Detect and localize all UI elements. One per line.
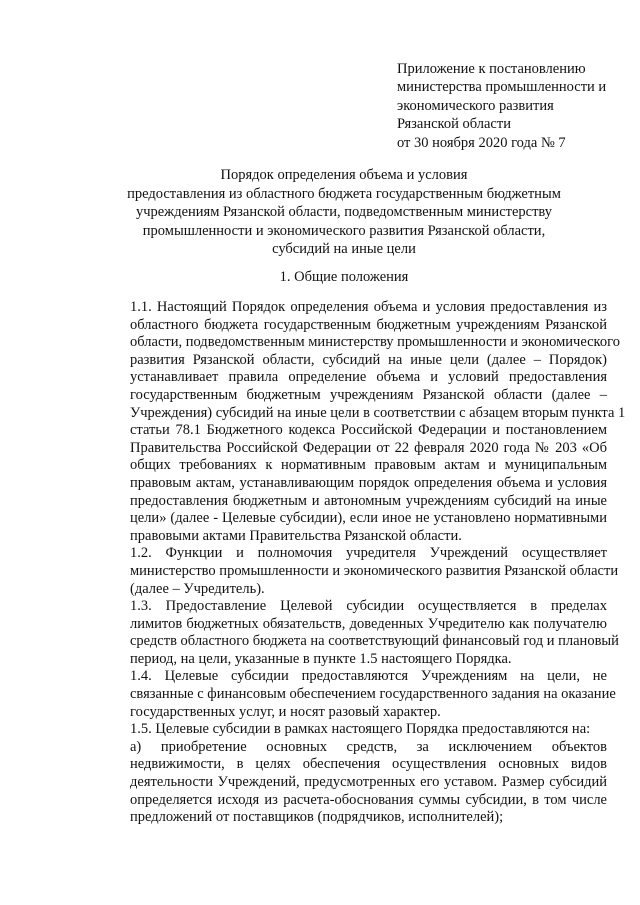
annex-line: министерства промышленности и (397, 79, 607, 96)
document-title (94, 166, 594, 259)
document-body (94, 299, 626, 827)
text-line: областного бюджета государственным бюджетным учреждениям Рязанской (130, 316, 607, 333)
text-line: цели» (далее - Целевые субсидии), если иное не установлено нормативными (130, 510, 607, 527)
title-line: предоставления из областного бюджета государственным бюджетным (127, 185, 561, 202)
text-line: государственным бюджетным учреждениям Рязанской области (далее – (130, 386, 607, 403)
text-line: (далее – Учредитель). (130, 580, 265, 597)
paragraph-item-a (94, 739, 607, 827)
text-line: лимитов бюджетных обязательств, доведенных Учредителю как получателю (130, 615, 607, 632)
text-line: Правительства Российской Федерации от 22 февраля 2020 года № 203 «Об (130, 439, 607, 456)
title-line: субсидий на иные цели (272, 241, 416, 257)
text-line: средств областного бюджета на соответствующий финансовый год и плановый (130, 633, 619, 650)
text-line: 1.1. Настоящий Порядок определения объема и условия предоставления из (130, 299, 607, 315)
paragraph-1-4 (94, 668, 616, 721)
text-line: 1.4. Целевые субсидии предоставляются Учреждениям на цели, не (130, 668, 607, 685)
text-line: связанные с финансовым обеспечением государственного задания на оказание (130, 686, 616, 703)
title-line: учреждениям Рязанской области, подведомственным министерству (135, 204, 553, 220)
text-line: 1.5. Целевые субсидии в рамках настоящего Порядка предоставляются на: (130, 721, 591, 738)
annex-block (397, 60, 632, 152)
text-line: развития Рязанской области, субсидий на иные цели (далее – Порядок) (130, 351, 607, 368)
text-line: Учреждения) субсидий на иные цели в соответствии с абзацем вторым пункта 1 (130, 404, 626, 421)
text-line: общих требованиях к нормативным правовым актам и муниципальным (130, 457, 607, 474)
annex-line: экономического развития (397, 97, 554, 114)
text-line: период, на цели, указанные в пункте 1.5 настоящего Порядка. (130, 650, 512, 667)
text-line: министерство промышленности и экономического развития Рязанской области (130, 562, 619, 579)
title-line: промышленности и экономического развития Рязанской области, (142, 222, 546, 239)
text-line: правовым актам, устанавливающим порядок определения объема и условия (130, 474, 607, 491)
annex-line: Приложение к постановлению (397, 61, 586, 77)
text-line: а) приобретение основных средств, за исключением объектов (130, 738, 607, 755)
paragraph-1-3 (94, 598, 619, 668)
paragraph-1-5 (94, 721, 607, 739)
text-line: деятельности Учреждений, предусмотренных его уставом. Размер субсидий (130, 774, 607, 791)
paragraph-1-2 (94, 545, 619, 598)
text-line: правовыми актами Правительства Рязанской области. (130, 527, 462, 544)
text-line: недвижимости, в целях обеспечения осуществления основных видов (130, 756, 607, 773)
text-line: области, подведомственным министерству промышленности и экономического (130, 334, 620, 351)
paragraph-1-1 (94, 299, 626, 545)
text-line: устанавливает правила определение объема и условий предоставления (130, 369, 607, 386)
text-line: 1.3. Предоставление Целевой субсидии осуществляется в пределах (130, 598, 607, 615)
section-heading: 1. Общие положения (279, 269, 409, 285)
text-line: предложений от поставщиков (подрядчиков, исполнителей); (130, 809, 504, 826)
text-line: статьи 78.1 Бюджетного кодекса Российской Федерации и постановлением (130, 422, 607, 439)
text-line: 1.2. Функции и полномочия учредителя Учреждений осуществляет (130, 545, 607, 562)
title-line: Порядок определения объема и условия (220, 167, 468, 183)
annex-date-line: от 30 ноября 2020 года № 7 (397, 134, 566, 151)
annex-line: Рязанской области (397, 116, 511, 133)
text-line: определяется исходя из расчета-обоснования суммы субсидии, в том числе (130, 791, 607, 808)
text-line: предоставления бюджетным и автономным учреждениям субсидий на иные (130, 492, 607, 509)
text-line: государственных услуг, и носят разовый характер. (130, 703, 441, 720)
